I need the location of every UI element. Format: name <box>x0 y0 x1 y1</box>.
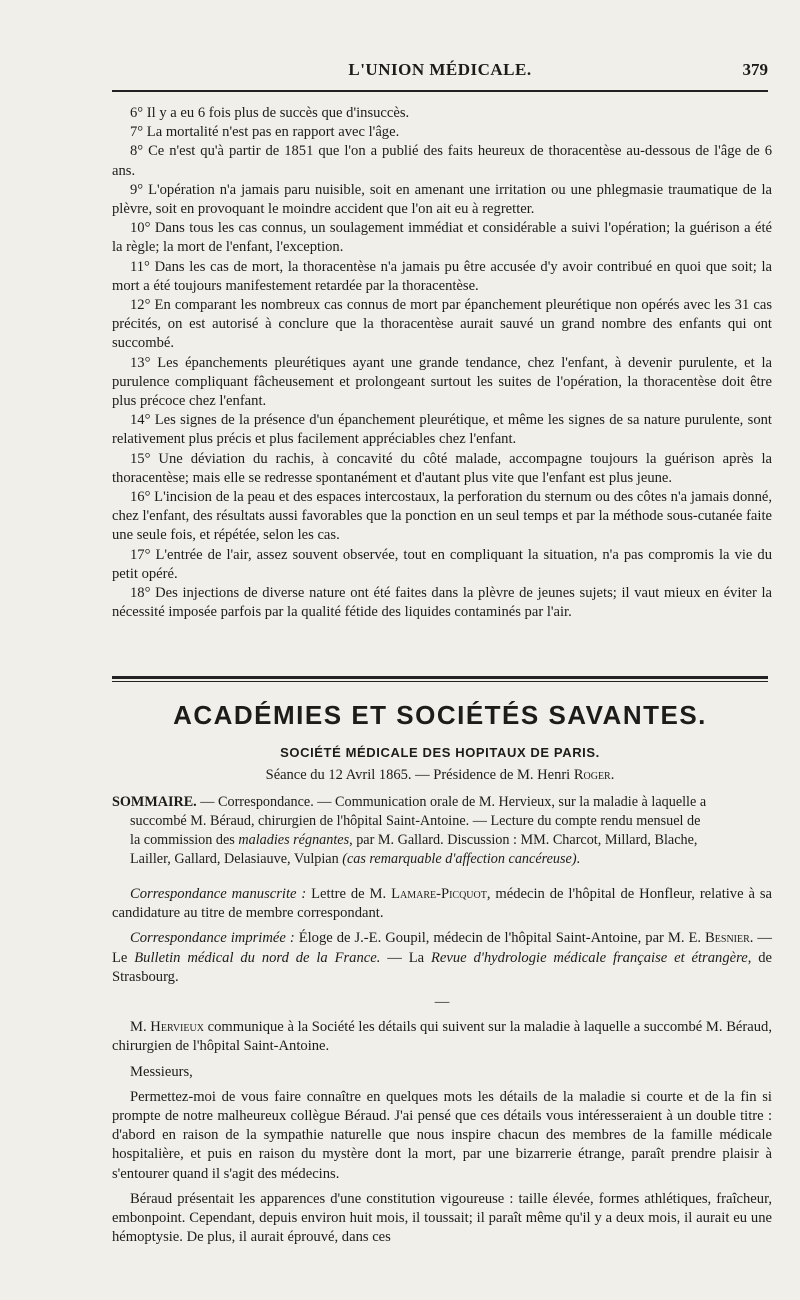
list-item: 18° Des injections de diverse nature ont été faites dans la plèvre de jeunes sujets; il vaut mieux en éviter la nécessité imposée parfois par la qualité fétide des liquides contaminés par l'air. <box>112 585 772 621</box>
list-item: 17° L'entrée de l'air, assez souvent observée, tout en compliquant la situation, n'a pas compromis la vie du petit opéré. <box>112 546 772 582</box>
running-header <box>112 60 768 86</box>
session-body <box>112 885 772 1253</box>
paragraph: Permettez-moi de vous faire connaître en quelques mots les détails de la maladie si courte et de la fin si prompte de notre malheureux collègue Béraud. J'ai pensé que ces détails vous intéresseraient à un double titre : d'abord en raison de la sympathie naturelle que nous inspire chacun des membres de la famille médicale hospitalière, et puis en raison du mystère dont la mort, par une bizarrerie étrange, paraît prendre plaisir à s'entourer quand il s'agit des médecins. <box>112 1088 772 1182</box>
president-name: Roger <box>573 767 611 783</box>
sommaire-line: Lailler, Gallard, Delasiauve, Vulpian (cas remarquable d'affection cancéreuse). <box>130 851 581 867</box>
society-name: SOCIÉTÉ MÉDICALE DES HOPITAUX DE PARIS. <box>280 745 600 760</box>
sommaire-line: SOMMAIRE. — Correspondance. — Communication orale de M. Hervieux, sur la maladie à laquelle a <box>112 794 707 810</box>
seance-end: . <box>610 767 615 783</box>
list-item: 7° La mortalité n'est pas en rapport avec l'âge. <box>130 124 400 141</box>
section-rule-thin <box>112 681 768 682</box>
communication-intro: M. Hervieux communique à la Société les détails qui suivent sur la maladie à laquelle a succombé M. Béraud, chirurgien de l'hôpital Saint-Antoine. <box>112 1019 772 1055</box>
list-item: 15° Une déviation du rachis, à concavité du côté malade, accompagne toujours la guérison après la thoracentèse; mais elle se redresse spontanément et d'autant plus vite que l'enfant est plus jeune. <box>112 450 772 486</box>
separator-dash: — <box>434 994 450 1011</box>
correspondence-printed: Correspondance imprimée : Éloge de J.-E. Goupil, médecin de l'hôpital Saint-Antoine, par M. E. Besnier. — Le Bulletin médical du nord de la France. — La Revue d'hydrologie médicale française et étrangère, de Strasbourg. <box>112 930 773 985</box>
sommaire-line: la commission des maladies régnantes, par M. Gallard. Discussion : MM. Charcot, Millard, Blache, <box>130 832 698 848</box>
salutation: Messieurs, <box>130 1063 193 1080</box>
list-item: 8° Ce n'est qu'à partir de 1851 que l'on a publié des faits heureux de thoracentèse au-dessous de l'âge de 6 ans. <box>112 143 772 179</box>
list-item: 16° L'incision de la peau et des espaces intercostaux, la perforation du sternum ou des côtes n'a jamais donné, chez l'enfant, des résultats aussi favorables que la ponction en un seul temps et par la méthode sous-cutanée faite une seule fois, et répétée, selon les cas. <box>112 489 772 544</box>
seance-text: Séance du 12 Avril 1865. — Présidence de M. Henri <box>265 767 574 783</box>
section-title: ACADÉMIES ET SOCIÉTÉS SAVANTES. <box>173 700 707 730</box>
conclusions-list <box>112 104 772 622</box>
seance-line <box>112 767 768 784</box>
list-item: 11° Dans les cas de mort, la thoracentèse n'a jamais pu être accusée d'y avoir contribué en quoi que soit; la mort a été toujours manifestement retardée par la thoracentèse. <box>112 258 772 294</box>
sommaire-line: succombé M. Béraud, chirurgien de l'hôpital Saint-Antoine. — Lecture du compte rendu mensuel de <box>130 813 701 829</box>
header-rule <box>112 90 768 92</box>
list-item: 6° Il y a eu 6 fois plus de succès que d'insuccès. <box>130 105 410 121</box>
journal-title: L'UNION MÉDICALE. <box>348 60 532 79</box>
section-rule-thick <box>112 676 768 679</box>
sommaire-label: SOMMAIRE. <box>112 794 197 810</box>
list-item: 13° Les épanchements pleurétiques ayant une grande tendance, chez l'enfant, à devenir purulente, et la purulence compliquant fâcheusement et prolongeant surtout les suites de l'opération, la thoracentèse doit être plus précoce chez l'enfant. <box>112 354 772 410</box>
list-item: 9° L'opération n'a jamais paru nuisible, soit en amenant une irritation ou une phlegmasie traumatique de la plèvre, soit en provoquant le moindre accident que l'on ait eu à regretter. <box>112 181 772 218</box>
list-item: 12° En comparant les nombreux cas connus de mort par épanchement pleurétique non opérés avec les 31 cas précités, on est autorisé à conclure que la thoracentèse aurait sauvé un grand nombre des enfants qui ont succombé. <box>112 297 772 352</box>
list-item: 10° Dans tous les cas connus, un soulagement immédiat et considérable a suivi l'opération; la guérison a été la règle; la mort de l'enfant, l'exception. <box>112 220 772 256</box>
sommaire-block <box>112 793 772 869</box>
paragraph: Béraud présentait les apparences d'une constitution vigoureuse : taille élevée, formes athlétiques, fraîcheur, embonpoint. Cependant, depuis environ huit mois, il toussait; il paraît même qu'il y a deux mois, il aurait eu une hémoptysie. De plus, il aurait éprouvé, dans ces <box>112 1190 772 1246</box>
page-number: 379 <box>742 60 768 79</box>
list-item: 14° Les signes de la présence d'un épanchement pleurétique, et même les signes de sa nature purulente, sont relativement plus précis et plus facilement appréciables chez l'enfant. <box>112 412 772 448</box>
correspondence-manuscript: Correspondance manuscrite : Lettre de M. Lamare-Picquot, médecin de l'hôpital de Honfleur, relative à sa candidature au titre de membre correspondant. <box>112 886 772 922</box>
